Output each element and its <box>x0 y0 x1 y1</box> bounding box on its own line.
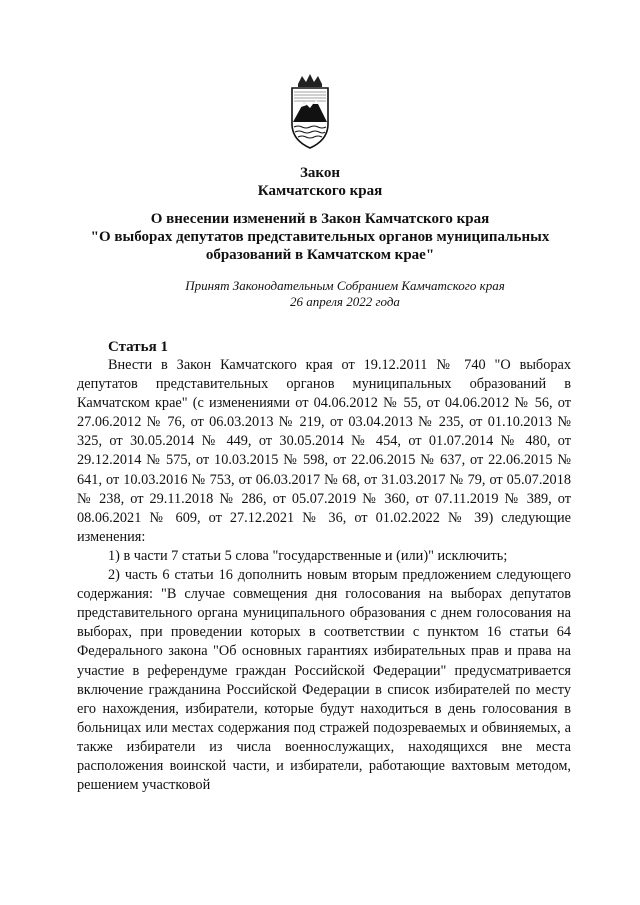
law-heading-line1: О внесении изменений в Закон Камчатского края <box>150 211 490 227</box>
article-title: Статья 1 <box>108 339 168 355</box>
law-title-line1: Закон <box>299 165 340 181</box>
article-intro-paragraph: Внести в Закон Камчатского края от 19.12.2011 № 740 "О выборах депутатов представительных органов муниципальных образований в Камчатском крае" (с изменениями от 04.06.2012 № 55, от 04.06.2012 № 56, от 27.06.2012 № 76, от 06.03.2013 № 219, от 03.04.2013 № 235, от 01.10.2013 № 325, от 30.05.2014 № 449, от 30.05.2014 № 454, от 01.07.2014 № 480, от 29.12.2014 № 575, от 10.03.2015 № 598, от 22.06.2015 № 637, от 22.06.2015 № 641, от 10.03.2016 № 753, от 06.03.2017 № 68, от 31.03.2017 № 79, от 05.07.2018 № 238, от 29.11.2018 № 286, от 05.07.2019 № 360, от 07.11.2019 № 389, от 08.06.2021 № 609, от 27.12.2021 № 36, от 01.02.2022 № 39) следующие изменения: <box>77 357 571 545</box>
article-item-1: 1) в части 7 статьи 5 слова "государственные и (или)" исключить; <box>108 547 508 564</box>
adoption-note-line1: Принят Законодательным Собранием Камчатского края <box>185 278 505 293</box>
article-body <box>77 356 571 795</box>
adoption-date: 26 апреля 2022 года <box>290 294 400 309</box>
article-item-2: 2) часть 6 статьи 16 дополнить новым вторым предложением следующего содержания: "В случае совмещения дня голосования на выборах депутатов представительного органа муниципального образования с днем голосования на выборах, при проведении которых в соответствии с пунктом 16 статьи 64 Федерального закона "Об основных гарантиях избирательных прав и права на участие в референдуме граждан Российской Федерации" предусматривается включение гражданина Российской Федерации в список избирателей по месту его нахождения, избиратели, которые будут находиться в день голосования в больницах или местах содержания под стражей подозреваемых и обвиняемых, а также избиратели из числа военнослужащих, находящихся вне места расположения воинской части, и избиратели, работающие вахтовым методом, решением участковой <box>77 567 571 794</box>
law-title-line2: Камчатского края <box>257 183 383 199</box>
law-heading-line2: "О выборах депутатов представительных органов муниципальных <box>90 229 550 245</box>
coat-of-arms-emblem <box>286 72 334 150</box>
law-heading-line3: образований в Камчатском крае" <box>205 247 435 263</box>
